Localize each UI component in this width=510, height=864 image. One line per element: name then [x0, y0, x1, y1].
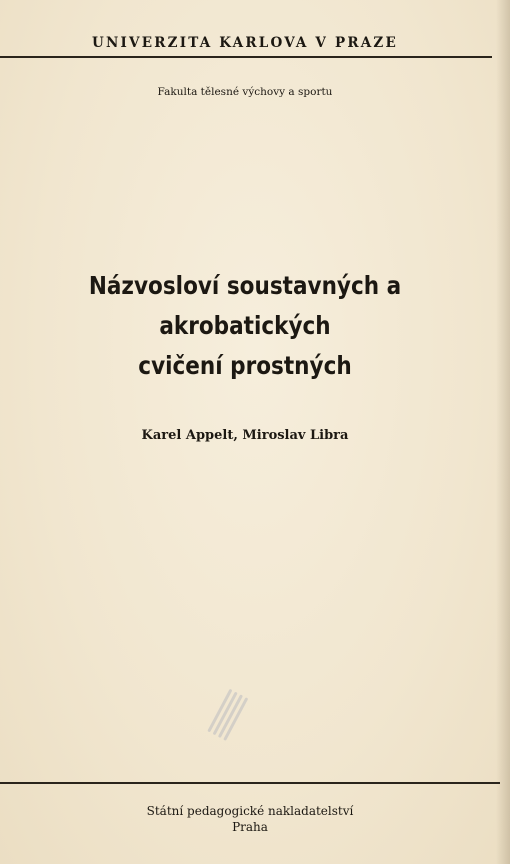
authors: Karel Appelt, Miroslav Libra	[141, 428, 349, 443]
top-rule	[0, 56, 492, 58]
book-title-line-1: Názvosloví soustavných a akrobatických	[88, 271, 402, 340]
faculty-name: Fakulta tělesné výchovy a sportu	[157, 86, 333, 98]
bottom-rule	[0, 782, 500, 784]
university-heading: UNIVERZITA KARLOVA V PRAZE	[92, 35, 398, 51]
publisher-name: Státní pedagogické nakladatelství	[146, 804, 354, 818]
library-stamp	[205, 687, 256, 744]
book-title-line-2: cvičení prostných	[138, 351, 352, 380]
publisher-block	[0, 803, 500, 835]
book-title	[29, 266, 460, 386]
spine-shadow	[496, 0, 510, 864]
publisher-city: Praha	[232, 820, 268, 834]
